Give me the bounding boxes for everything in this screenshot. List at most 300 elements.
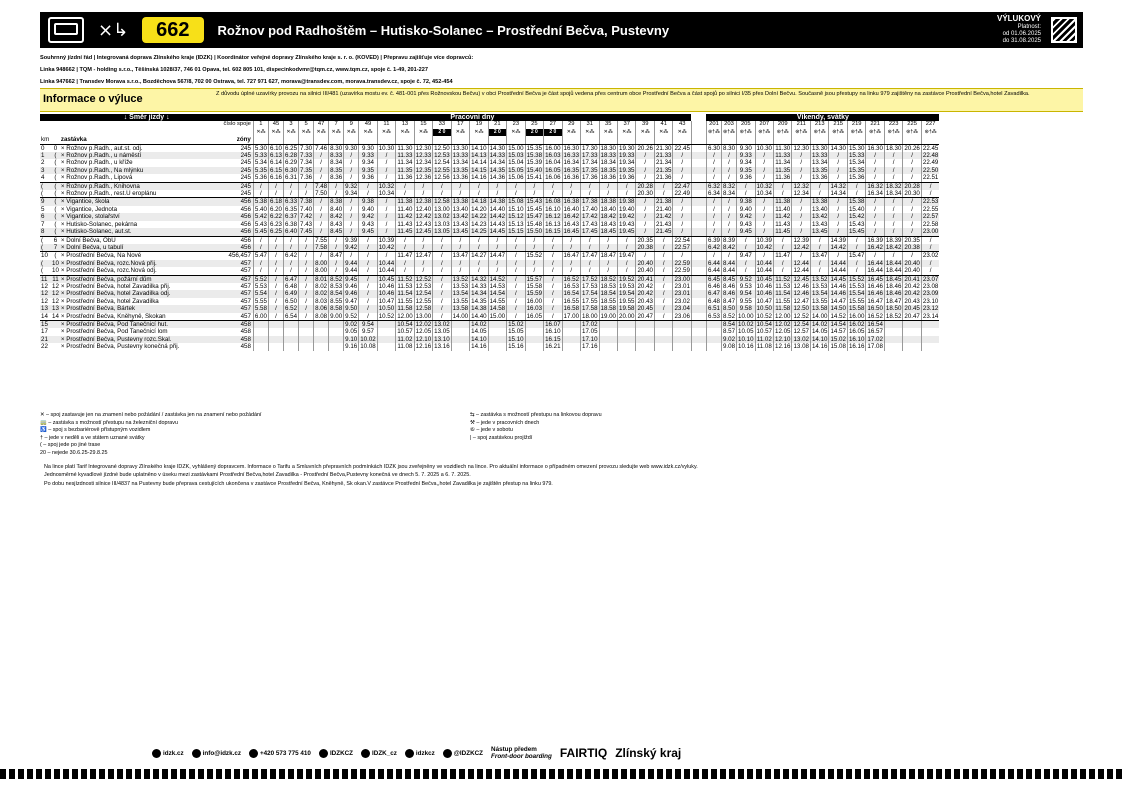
trip-symbols: ⊛†⁂ [723,128,735,135]
departure-time: 13.00 [434,205,450,213]
departure-time: 14.18 [471,198,487,206]
trip-number: 31 [581,121,599,128]
departure-time: / [618,267,636,275]
departure-time: / [544,275,562,283]
trip-symbols: ⊛†⁂ [884,129,902,136]
blank [51,121,60,128]
departure-time: 16.10 [848,335,865,343]
departure-time: 13.36 [452,174,469,182]
departure-time: 16.44 [867,267,883,275]
departure-time: / [414,260,432,267]
departure-time: 16.30 [563,144,580,152]
departure-time: 5.55 [254,297,267,305]
departure-time: 23.04 [674,305,690,313]
departure-time [488,328,506,335]
departure-time: 6.31 [284,174,298,182]
stop-km: ( [40,260,51,267]
departure-time: / [721,159,736,166]
departure-time: 20.00 [619,312,635,320]
front-door-boarding: Nástup předem Front-door boarding [491,746,552,760]
departure-time: / [470,267,488,275]
departure-time: / [884,221,902,228]
departure-time: / [488,182,506,190]
departure-time: 16.45 [867,275,883,283]
departure-time: 16.44 [867,259,883,267]
departure-time: 13.38 [811,198,828,206]
departure-time: / [673,228,691,236]
route-title: Rožnov pod Radhoštěm – Hutisko-Solanec – Prostřední Bečva, Pustevny [217,22,670,38]
departure-time: 18.34 [600,159,616,167]
departure-time: 12.53 [434,152,450,160]
departure-time: 14.13 [471,152,487,160]
departure-time: 9.50 [345,305,358,313]
departure-time: 23.09 [922,290,939,298]
departure-time: 12.05 [415,328,432,336]
departure-time [562,336,580,343]
departure-time: 12.30 [415,144,432,152]
departure-time: / [654,267,672,275]
departure-time: 13.08 [793,343,809,351]
departure-time: / [414,236,432,244]
departure-time: 12.10 [415,335,432,343]
departure-time: 23.02 [922,252,939,260]
departure-time: 17.36 [582,174,598,182]
departure-time: 22.59 [674,267,690,275]
departure-time: 15.50 [526,228,543,236]
departure-time: / [636,213,654,220]
departure-time: 12.44 [793,267,809,275]
departure-time: 9.16 [345,343,358,351]
departure-time: 12.47 [793,297,809,305]
stop-flag [51,343,60,350]
departure-time: 16.47 [563,252,580,260]
stop-zone: 457 [240,297,251,305]
departure-time: / [507,313,525,321]
departure-time: / [253,244,268,252]
departure-time: / [562,190,580,198]
departure-time: / [562,267,580,275]
departure-time: / [525,190,543,198]
trip-number: 7 [329,121,344,128]
web-link[interactable]: idzk.cz [152,749,184,758]
departure-time: 21.43 [655,220,672,228]
departure-time: 5.45 [254,228,267,236]
departure-time: / [847,236,865,244]
departure-time: 17.43 [582,220,598,228]
trip-symbols: ✕⁂ [253,129,268,136]
table-row [40,213,939,220]
departure-time: / [344,152,359,159]
blank [414,136,432,144]
departure-time: 9.44 [345,267,358,275]
departure-time: / [654,298,672,305]
departure-time: 10.54 [756,320,772,328]
departure-time: 10.02 [738,320,754,328]
departure-time: 14.45 [489,228,506,236]
departure-time: / [329,244,344,252]
validity-box [997,15,1041,45]
departure-time: 15.47 [526,213,543,221]
blank [253,136,268,144]
stop-name: × Rožnov p.Radh., Knihovna [60,182,222,190]
departure-time: 11.52 [775,275,791,283]
stop-km: 4 [40,174,51,182]
departure-time: 14.44 [830,267,846,275]
departure-time: / [433,260,451,267]
departure-time: / [774,236,792,244]
departure-time: / [253,190,268,198]
departure-time [599,343,617,350]
departure-time: / [581,244,599,252]
departure-time: / [654,244,672,252]
departure-time: 7.48 [315,182,328,190]
trip-symbols: ✕⁂ [470,129,488,136]
departure-time: / [359,290,377,297]
departure-time: / [507,190,525,198]
departure-time: / [488,190,506,198]
departure-time: / [359,313,377,321]
departure-time: / [810,190,828,198]
blank [40,129,51,136]
departure-time: 15.57 [526,275,543,283]
blank [636,136,654,144]
phone-link[interactable]: +420 573 775 410 [249,749,311,758]
departure-time: 12.47 [415,252,432,260]
departure-time: 22.58 [922,220,939,228]
departure-time: 12.40 [415,205,432,213]
gap [691,213,706,220]
departure-time: 15.45 [526,205,543,213]
departure-time [451,328,469,335]
facebook-link[interactable]: IDZKCZ [319,749,353,758]
blank [884,136,902,144]
departure-time: / [581,260,599,267]
departure-time: / [359,190,377,198]
departure-time: / [562,236,580,244]
stop-km: 11 [40,275,51,283]
departure-time: / [847,190,865,198]
trip-symbols: ⊛†⁂ [921,129,939,136]
departure-time: 5.36 [254,174,267,182]
departure-time: 6.42 [707,243,720,251]
departure-time: 12.58 [415,305,432,313]
departure-time [314,336,329,343]
trip-number: 219 [847,121,865,128]
departure-time: / [792,198,810,206]
stop-km: 13 [40,305,51,312]
departure-time: 11.54 [775,290,791,298]
instagram-icon [405,749,414,758]
trip-number: 15 [414,121,432,128]
departure-time [329,343,344,350]
departure-time: / [377,213,395,220]
departure-time: 6.30 [707,144,720,152]
departure-time: / [314,221,329,228]
departure-time: 14.30 [489,144,506,152]
departure-time: 9.34 [359,159,377,166]
table-row [40,167,939,174]
departure-time: 22.49 [674,190,690,198]
departure-time: 13.36 [811,174,828,182]
legend-item: ( – spoj jede po jiné trase [40,442,101,449]
departure-time: 6.13 [269,152,282,160]
departure-time: 15.04 [508,159,524,167]
info-text: Z důvodu úplné uzavírky provozu na silnici III/481 (uzavírka mostu ev. č. 481-001 přes Rožnovskou Bečvu) v obci Prostřední Bečva je část spojů vedena přes centrum obce Prostřední Bečva a část spojů po silnici I/35 přes Dolní Bečvu. Současně jsou přestupy na linku 979 zajištěny na zastávce Prostřední Bečva,hotel Zavadilka. [216,91,1030,97]
gap [691,221,706,228]
departure-time: 15.38 [848,198,865,206]
departure-time: / [636,174,654,182]
departure-time: 15.00 [489,312,506,320]
departure-time: / [618,236,636,244]
departure-time: 9.05 [345,328,358,336]
departure-time: 23.06 [674,312,690,320]
departure-time [451,336,469,343]
stop-name: × Prostřední Bečva, hotel Zavadilka [60,297,159,305]
departure-time: 7.55 [315,236,328,244]
departure-time: 6.33 [284,198,298,206]
departure-time: 13.30 [452,144,469,152]
trip-symbols: ✕⁂ [636,129,654,136]
departure-time: 6.38 [284,220,298,228]
departure-time: / [314,252,329,260]
stop-flag: ( [51,198,60,206]
departure-time: / [329,190,344,198]
gap [691,252,706,260]
departure-time: 15.10 [508,335,524,343]
gap [691,298,706,305]
departure-time: / [396,236,414,244]
stop-zone: 457 [222,275,254,283]
departure-time: 11.08 [756,343,772,351]
stop-name: × Prostřední Bečva, hotel Zavadilka přij. [60,282,171,290]
departure-time: 9.39 [345,236,358,244]
departure-time [599,320,617,328]
departure-time: / [451,182,469,190]
departure-time: 22.55 [922,205,939,213]
departure-time: / [359,267,377,275]
departure-time: / [866,152,884,159]
departure-time: / [636,206,654,213]
departure-time: 17.02 [582,320,598,328]
departure-time: 6.10 [269,144,282,152]
departure-time: 8.06 [315,305,328,313]
departure-time: 14.10 [811,335,828,343]
departure-time: 9.35 [737,167,755,174]
departure-time: 14.22 [471,213,487,221]
departure-time: 14.54 [830,320,846,328]
departure-time: 14.38 [489,198,506,206]
departure-time: / [847,260,865,267]
departure-time: / [299,252,314,260]
departure-time [654,328,672,335]
threads-link[interactable]: @IDZKCZ [443,749,483,758]
departure-time: 20.41 [904,275,920,283]
departure-time [377,343,395,350]
departure-time: 6.44 [707,259,720,267]
gap [691,198,706,206]
departure-time: 12.00 [775,312,791,320]
departure-time: 11.34 [775,159,791,167]
departure-time: / [884,159,902,166]
departure-time [884,320,902,328]
departure-time: / [921,244,939,252]
departure-time: 12.58 [434,198,450,206]
departure-time: 19.45 [619,228,635,236]
departure-time: 11.33 [775,152,791,160]
legend-item: | – spoj zastávkou projíždí [470,434,533,441]
x-link[interactable]: IDZK_cz [361,749,397,758]
stop-name: × Hutisko-Solanec, aut.st. [60,228,222,236]
departure-time: / [433,283,451,290]
departure-time [525,320,543,328]
departure-time: 9.42 [737,213,755,220]
trip-number: 221 [866,121,884,128]
departure-time: / [903,198,921,206]
table-row [40,305,939,312]
departure-time: / [359,305,377,312]
departure-time [314,328,329,335]
departure-time: 7.30 [300,144,313,152]
departure-time: 9.02 [722,335,736,343]
departure-time: 15.43 [848,220,865,228]
departure-time: 15.40 [848,205,865,213]
departure-time: 10.34 [378,190,395,198]
departure-time: / [792,252,810,260]
departure-time: / [507,236,525,244]
departure-time: 14.00 [811,312,828,320]
stop-zone: 245 [240,144,251,152]
gap [691,244,706,252]
departure-time: / [344,228,359,236]
departure-time [299,320,314,328]
gap [691,236,706,244]
trip-symbols: ✕⁂ [268,129,283,136]
departure-time: 17.33 [582,152,598,160]
table-row [40,206,939,213]
trip-symbols: ✕⁂ [451,129,469,136]
departure-time: 17.54 [582,290,598,298]
departure-time: 11.54 [397,290,413,298]
blank [599,136,617,144]
departure-time: 18.45 [885,275,902,283]
stop-flag: 14 [52,312,59,320]
departure-time: 12.57 [793,328,809,336]
trip-symbols: ✕⁂ [329,129,344,136]
departure-time: 15.58 [526,282,543,290]
departure-time: 15.34 [848,159,865,167]
departure-time: / [829,206,847,213]
departure-time: 8.36 [330,174,343,182]
departure-time: 14.42 [830,243,846,251]
departure-time: 15.10 [508,205,524,213]
departure-time: / [721,174,736,182]
departure-time: / [359,283,377,290]
departure-time: 23.12 [922,305,939,313]
departure-time: / [433,252,451,260]
departure-time: / [706,159,721,166]
departure-time: 15.35 [848,166,865,174]
departure-time: / [451,267,469,275]
stop-flag: 10 [52,259,59,267]
departure-time: / [253,182,268,190]
gap [691,260,706,267]
header-bar [40,12,1083,48]
operator-line-2: Linka 948662 | TQM - holding s.r.o., Těšínská 1028/37, 746 01 Opava, tel. 602 805 101, dispecinkodvmr@tqm.cz, www.tqm.cz, spoje č. 1-49, 201-227 [40,67,428,73]
blank [903,136,921,144]
departure-time: 8.33 [330,152,343,160]
departure-time: 14.55 [489,297,506,305]
departure-time: 16.46 [867,290,883,298]
departure-time: 16.00 [848,312,865,320]
departure-time: / [299,267,314,275]
instagram-link[interactable]: idzkcz [405,749,435,758]
stop-name: × Prostřední Bečva, rozc.Nová odj. [60,267,222,275]
departure-time: 6.49 [284,290,298,298]
trip-symbols: ⊛†⁂ [755,129,773,136]
departure-time: 13.54 [452,290,469,298]
departure-time: 21.42 [655,213,672,221]
gap [691,167,706,174]
departure-time: 6.48 [707,297,720,305]
departure-time: 9.43 [359,221,377,228]
departure-time: / [721,206,736,213]
departure-time: 13.42 [811,213,828,221]
departure-time: 21.45 [655,228,672,236]
departure-time: / [774,260,792,267]
departure-time: / [359,182,377,190]
departure-time: 18.35 [600,166,616,174]
stop-flag: ( [54,220,57,228]
stop-name: × Prostřední Bečva, Pod Tanečnicí lom [60,328,168,336]
departure-time: 14.58 [489,305,506,313]
bottom-stripe [0,769,1123,779]
departure-time: 15.47 [848,252,865,260]
stop-km: 2 [41,159,45,167]
departure-time: / [829,198,847,206]
departure-time: 6.15 [269,166,282,174]
departure-time: / [884,174,902,182]
departure-time: 8.38 [330,198,343,206]
restriction-badge: 2 0 [433,129,451,136]
departure-time: 14.25 [471,228,487,236]
departure-time: / [921,182,939,190]
departure-time: / [921,236,939,244]
departure-time: 16.50 [867,305,883,313]
departure-time: 16.13 [545,220,561,228]
departure-time: 18.44 [885,267,902,275]
departure-time: 23.01 [674,282,690,290]
departure-time: / [706,198,721,206]
departure-time: 11.58 [397,305,413,313]
departure-time: 20.47 [904,312,920,320]
blank [222,129,254,136]
mail-link[interactable]: info@idzk.cz [192,749,241,758]
stop-zone: 457 [222,290,254,297]
table-row [40,144,939,152]
trip-number: 203 [721,121,736,128]
departure-time: 18.52 [885,312,902,320]
zlin-region-logo: Zlínský kraj [615,746,682,760]
blank [755,136,773,144]
departure-time: 12.42 [415,213,432,221]
departure-time: 12.55 [434,166,450,174]
departure-time [903,328,921,335]
departure-time: 18.40 [600,205,616,213]
departure-time: / [414,190,432,198]
departure-time: / [433,275,451,283]
departure-time: / [525,260,543,267]
departure-time: 22.49 [922,159,939,167]
